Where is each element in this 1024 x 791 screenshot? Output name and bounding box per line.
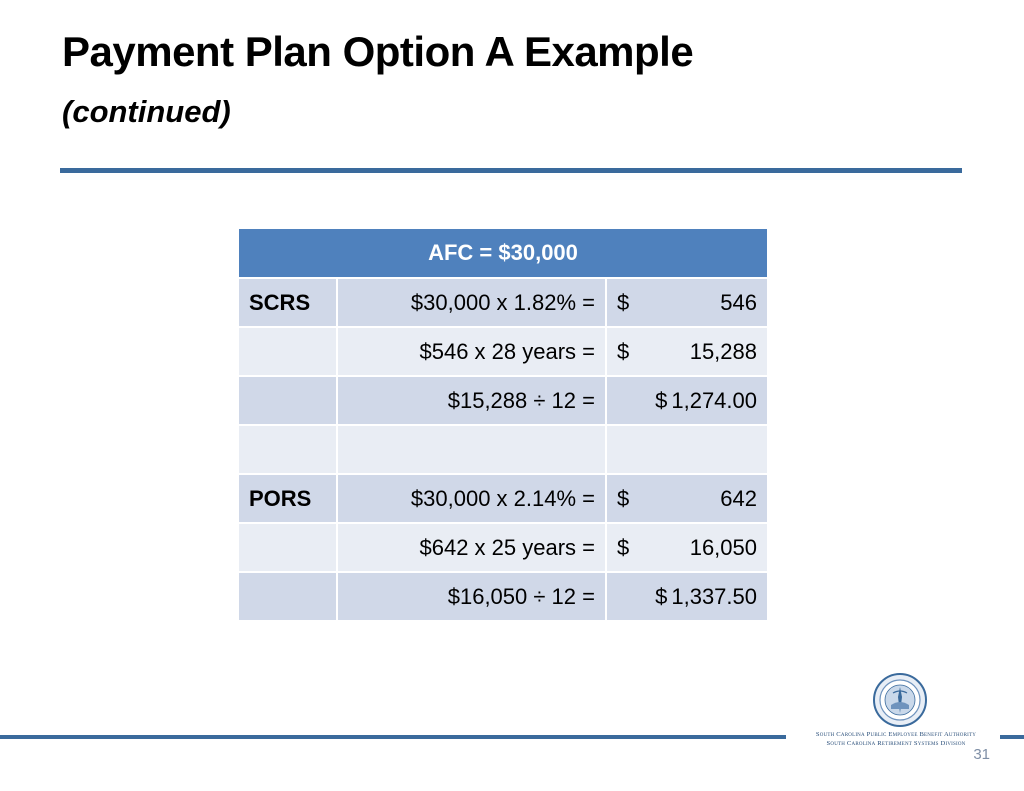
- org-line-2: South Carolina Retirement Systems Division: [826, 740, 966, 747]
- row-amount: 1,274.00: [671, 387, 757, 413]
- row-label: [239, 425, 337, 474]
- row-result: [606, 278, 767, 327]
- row-currency: $: [617, 534, 630, 560]
- row-result: [606, 425, 767, 474]
- org-line-1: South Carolina Public Employee Benefit Authority: [815, 731, 977, 738]
- row-amount: 16,050: [689, 534, 757, 560]
- row-formula: $546 x 28 years =: [337, 327, 606, 376]
- table-row: [239, 572, 767, 621]
- row-label: [239, 376, 337, 425]
- row-result: [606, 376, 767, 425]
- row-formula: $15,288 ÷ 12 =: [337, 376, 606, 425]
- page-number: 31: [973, 746, 990, 763]
- slide-title: Payment Plan Option A Example: [62, 28, 694, 75]
- footer-divider-right: [1000, 735, 1024, 739]
- row-formula: $642 x 25 years =: [337, 523, 606, 572]
- table-row: [239, 278, 767, 327]
- row-amount: 642: [720, 485, 757, 511]
- table-header: AFC = $30,000: [239, 229, 767, 278]
- row-result: [606, 474, 767, 523]
- slide-subtitle: (continued): [62, 94, 231, 129]
- row-currency: $: [655, 583, 668, 609]
- row-amount: 546: [720, 289, 757, 315]
- table-header-row: [239, 229, 767, 278]
- row-formula: $30,000 x 1.82% =: [337, 278, 606, 327]
- table-row: [239, 327, 767, 376]
- state-seal-icon: [873, 673, 927, 727]
- row-result: [606, 523, 767, 572]
- row-label: PORS: [239, 474, 337, 523]
- row-label: [239, 523, 337, 572]
- row-currency: $: [655, 387, 668, 413]
- row-formula: [337, 425, 606, 474]
- row-label: SCRS: [239, 278, 337, 327]
- row-currency: $: [617, 485, 630, 511]
- benefit-calculation-table: [239, 229, 767, 622]
- row-amount: 1,337.50: [671, 583, 757, 609]
- row-formula: $30,000 x 2.14% =: [337, 474, 606, 523]
- table-row: [239, 523, 767, 572]
- row-amount: 15,288: [689, 338, 757, 364]
- row-label: [239, 572, 337, 621]
- row-currency: $: [617, 289, 630, 315]
- row-formula: $16,050 ÷ 12 =: [337, 572, 606, 621]
- table-row: [239, 376, 767, 425]
- footer-divider: [0, 735, 786, 739]
- row-result: [606, 327, 767, 376]
- row-currency: $: [617, 338, 630, 364]
- table-row: [239, 474, 767, 523]
- row-result: [606, 572, 767, 621]
- table-row: [239, 425, 767, 474]
- row-label: [239, 327, 337, 376]
- title-divider: [60, 168, 962, 173]
